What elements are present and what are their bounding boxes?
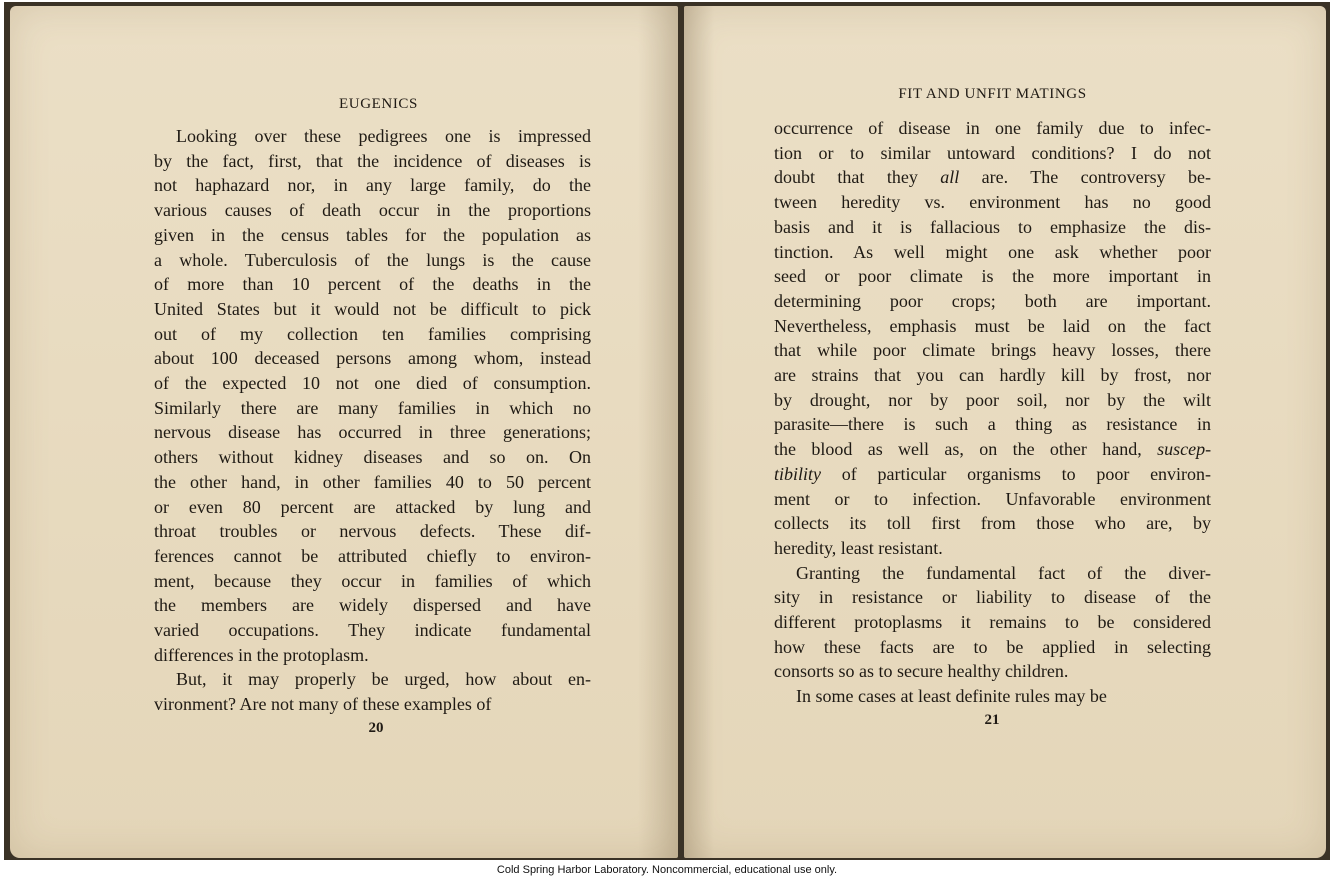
text-line: throat troubles or nervous defects. These dif-: [154, 521, 591, 542]
text-line: Looking over these pedigrees one is impressed: [176, 126, 591, 146]
text-line: Nevertheless, emphasis must be laid on the fact: [774, 315, 1211, 336]
text-line: others without kidney diseases and so on. On: [154, 447, 591, 468]
text-line: by drought, nor by poor soil, nor by the wilt: [774, 389, 1211, 410]
text-line: tibility of particular organisms to poor environ-: [774, 463, 1211, 484]
running-head: EUGENICS: [339, 96, 418, 112]
right-page: [684, 6, 1326, 858]
text-line: nervous disease has occurred in three generations;: [154, 422, 591, 443]
text-line: the other hand, in other families 40 to 50 percent: [154, 471, 591, 492]
text-line: sity in resistance or liability to disease of the: [774, 587, 1211, 608]
text-line: heredity, least resistant.: [774, 537, 943, 558]
text-line: or even 80 percent are attacked by lung and: [154, 496, 591, 517]
text-line: about 100 deceased persons among whom, instead: [154, 348, 591, 369]
text-line: the blood as well as, on the other hand, suscep-: [774, 439, 1211, 460]
text-line: consorts so as to secure healthy children.: [774, 661, 1069, 682]
credit-footer: Cold Spring Harbor Laboratory. Noncommercial, educational use only.: [496, 864, 838, 876]
text-line: But, it may properly be urged, how about en-: [176, 669, 591, 690]
text-line: of the expected 10 not one died of consumption.: [154, 373, 591, 393]
running-head: FIT AND UNFIT MATINGS: [898, 86, 1087, 102]
text-line: tion or to similar untoward conditions? I do not: [774, 142, 1211, 163]
text-line: that while poor climate brings heavy losses, there: [774, 340, 1211, 361]
text-line: are strains that you can hardly kill by frost, nor: [774, 365, 1211, 385]
left-page: [10, 6, 678, 858]
text-line: seed or poor climate is the more important in: [774, 266, 1211, 287]
text-line: given in the census tables for the population as: [154, 224, 591, 245]
text-line: ferences cannot be attributed chiefly to environ-: [154, 545, 591, 566]
text-line: of more than 10 percent of the deaths in the: [154, 274, 591, 295]
text-line: United States but it would not be difficult to pick: [154, 298, 591, 319]
text-line: out of my collection ten families comprising: [154, 323, 591, 344]
text-line: the members are widely dispersed and have: [154, 595, 591, 616]
text-line: doubt that they all are. The controversy be-: [774, 167, 1211, 188]
text-line: vironment? Are not many of these examples of: [154, 694, 492, 715]
text-line: Granting the fundamental fact of the diver-: [796, 562, 1211, 583]
text-line: different protoplasms it remains to be considered: [774, 612, 1211, 632]
text-line: ment or to infection. Unfavorable environment: [774, 488, 1211, 509]
page-number: 21: [984, 712, 1000, 728]
text-line: varied occupations. They indicate fundamental: [154, 620, 591, 640]
text-line: parasite—there is such a thing as resistance in: [774, 414, 1211, 435]
text-line: a whole. Tuberculosis of the lungs is the cause: [154, 249, 591, 270]
text-line: occurrence of disease in one family due to infec-: [774, 118, 1211, 138]
text-line: not haphazard nor, in any large family, do the: [154, 175, 591, 196]
text-line: tween heredity vs. environment has no good: [774, 192, 1211, 213]
text-line: collects its toll first from those who are, by: [774, 513, 1211, 534]
text-line: by the fact, first, that the incidence of diseases is: [154, 150, 591, 171]
book-spread: [4, 2, 1330, 860]
text-line: tinction. As well might one ask whether poor: [774, 241, 1211, 262]
text-line: determining poor crops; both are important.: [774, 290, 1211, 311]
text-line: basis and it is fallacious to emphasize the dis-: [774, 216, 1211, 237]
page-number: 20: [368, 720, 384, 736]
text-line: Similarly there are many families in which no: [154, 397, 591, 418]
text-line: differences in the protoplasm.: [154, 644, 369, 665]
text-line: various causes of death occur in the proportions: [154, 200, 591, 221]
text-line: ment, because they occur in families of which: [154, 570, 591, 591]
text-line: In some cases at least definite rules may be: [796, 686, 1107, 707]
text-line: how these facts are to be applied in selecting: [774, 636, 1211, 657]
